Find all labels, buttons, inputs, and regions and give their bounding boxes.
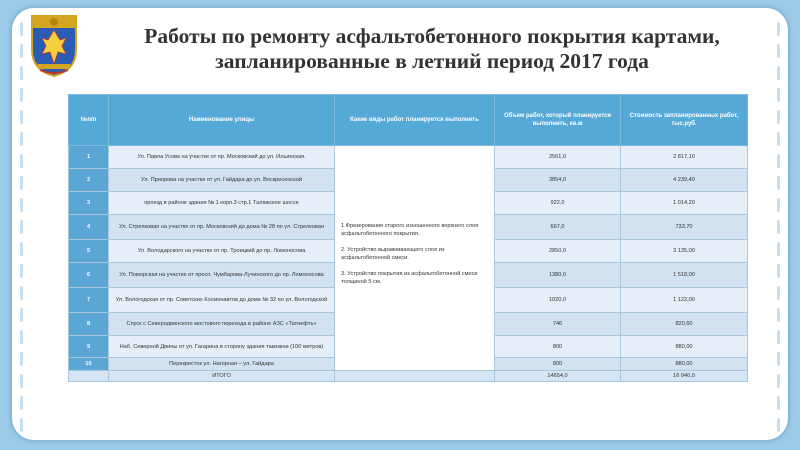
street-name: Ул. Павла Усова на участке от пр. Московский до ул. Ильинская. (109, 146, 335, 169)
work-item: 2. Устройство выравнивающего слоя из асфальтобетонной смеси. (341, 247, 445, 261)
header-street: Наименование улицы (109, 95, 335, 146)
edge-stripe (20, 132, 23, 146)
cost-value: 4 239,40 (621, 169, 748, 192)
edge-stripe (20, 198, 23, 212)
volume-value: 800 (495, 358, 621, 371)
row-number: 9 (69, 336, 109, 358)
edge-stripe (777, 176, 780, 190)
edge-stripe (777, 44, 780, 58)
row-number: 7 (69, 288, 109, 313)
work-item: 1.Фрезерование старого изношенного верхнего слоя асфальтобетонного покрытия. (341, 223, 479, 237)
cost-value: 1 122,00 (621, 288, 748, 313)
slide (12, 8, 788, 440)
cost-value: 3 135,00 (621, 240, 748, 263)
edge-stripe (20, 308, 23, 322)
edge-stripe (777, 308, 780, 322)
total-label: ИТОГО (109, 371, 335, 382)
edge-stripe (777, 132, 780, 146)
edge-stripe (20, 66, 23, 80)
edge-stripe (20, 110, 23, 124)
total-works-empty (335, 371, 495, 382)
row-number: 5 (69, 240, 109, 263)
volume-value: 1020,0 (495, 288, 621, 313)
cost-value: 880,00 (621, 358, 748, 371)
volume-value: 922,0 (495, 192, 621, 215)
edge-stripe (20, 88, 23, 102)
row-number: 6 (69, 263, 109, 288)
volume-value: 1380,0 (495, 263, 621, 288)
volume-value: 800 (495, 336, 621, 358)
edge-stripe (777, 242, 780, 256)
volume-value: 667,0 (495, 215, 621, 240)
volume-value: 2561,0 (495, 146, 621, 169)
volume-value: 746 (495, 313, 621, 336)
street-name: Ул. Приорова на участке от ул. Гайдара до ул. Воскресенской (109, 169, 335, 192)
cost-value: 2 817,10 (621, 146, 748, 169)
header-cost: Стоимость запланированных работ, тыс.руб. (621, 95, 748, 146)
edge-stripe (777, 418, 780, 432)
volume-value: 2850,0 (495, 240, 621, 263)
edge-stripe (20, 286, 23, 300)
edge-stripe (777, 330, 780, 344)
edge-stripe (777, 198, 780, 212)
volume-value: 3854,0 (495, 169, 621, 192)
row-number: 4 (69, 215, 109, 240)
works-description (335, 146, 495, 371)
edge-stripe (20, 154, 23, 168)
edge-stripe (20, 264, 23, 278)
cost-value: 820,60 (621, 313, 748, 336)
header-works: Какие виды работ планируется выполнять (335, 95, 495, 146)
edge-stripe (777, 22, 780, 36)
edge-stripe (20, 374, 23, 388)
street-name: Перекресток ул. Нагорная – ул. Гайдара (109, 358, 335, 371)
cost-value: 733,70 (621, 215, 748, 240)
header-volume: Объем работ, который планируется выполнить, кв.м (495, 95, 621, 146)
works-table-wrapper (68, 94, 747, 382)
row-number: 8 (69, 313, 109, 336)
edge-stripe (20, 176, 23, 190)
edge-stripe (20, 330, 23, 344)
edge-stripe (777, 286, 780, 300)
street-name: Ул. Поморская на участке от просп. Чумбарова-Лучинского до пр. Ломоносова (109, 263, 335, 288)
edge-stripe (20, 44, 23, 58)
edge-stripe (20, 220, 23, 234)
table-row (69, 146, 748, 169)
page-title: Работы по ремонту асфальтобетонного покрытия картами, запланированные в летний период 2017 года (144, 24, 720, 73)
edge-stripe (777, 374, 780, 388)
edge-stripe (777, 88, 780, 102)
row-number: 2 (69, 169, 109, 192)
table-header-row (69, 95, 748, 146)
edge-stripe (20, 352, 23, 366)
edge-stripe (777, 154, 780, 168)
edge-stripe (20, 418, 23, 432)
street-name: проезд в районе здания № 1 корп.3 стр.1 Талажское шоссе (109, 192, 335, 215)
row-number: 3 (69, 192, 109, 215)
header-number: №п/п (69, 95, 109, 146)
street-name: Ул. Вологодская от пр. Советских Космонавтов до дома № 32 по ул. Вологодской (109, 288, 335, 313)
cost-value: 1 518,00 (621, 263, 748, 288)
edge-stripe (777, 352, 780, 366)
edge-stripe (777, 396, 780, 410)
edge-stripe (777, 66, 780, 80)
edge-stripe (777, 110, 780, 124)
street-name: Спуск с Северодвинского мостового перехода в районе АЗС «Татнефть» (109, 313, 335, 336)
street-name: Ул. Стрелковая на участке от пр. Московский до дома № 28 по ул. Стрелковая (109, 215, 335, 240)
total-volume: 14654,0 (495, 371, 621, 382)
cost-value: 880,00 (621, 336, 748, 358)
row-number: 1 (69, 146, 109, 169)
work-item: 3. Устройство покрытия из асфальтобетонной смеси толщиной 5 см. (341, 271, 478, 285)
total-row (69, 371, 748, 382)
cost-value: 1 014,20 (621, 192, 748, 215)
row-number: 10 (69, 358, 109, 371)
street-name: Ул. Володарского на участке от пр. Троицкий до пр. Ломоносова (109, 240, 335, 263)
coat-of-arms-icon (28, 12, 80, 78)
total-spacer (69, 371, 109, 382)
edge-stripe (20, 22, 23, 36)
edge-stripe (20, 242, 23, 256)
edge-stripe (20, 396, 23, 410)
total-cost: 16 940,0 (621, 371, 748, 382)
edge-stripe (777, 220, 780, 234)
edge-stripe (777, 264, 780, 278)
street-name: Наб. Северной Двины от ул. Гагарина в сторону здания таможни (100 метров) (109, 336, 335, 358)
works-table (68, 94, 748, 382)
